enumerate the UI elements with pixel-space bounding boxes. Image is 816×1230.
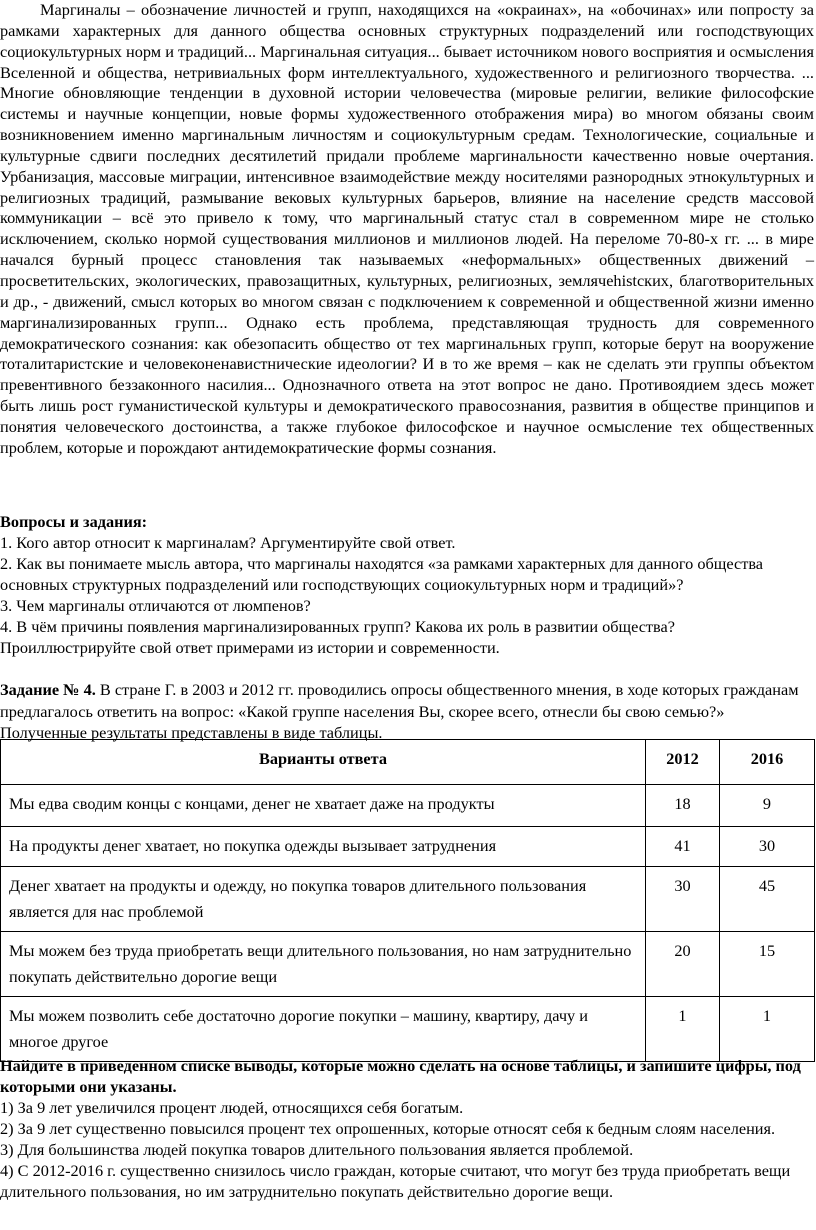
value-cell: 20 <box>646 932 720 997</box>
conclusion-item: 1) За 9 лет увеличился процент людей, относящихся себя богатым. <box>0 1098 464 1117</box>
table-row <box>1 997 815 1062</box>
value-cell: 15 <box>720 932 815 997</box>
option-cell: Мы можем без труда приобретать вещи длительного пользования, но нам затруднительно покупать действительно дорогие вещи <box>1 932 646 997</box>
option-cell: Мы едва сводим концы с концами, денег не хватает даже на продукты <box>1 785 646 827</box>
value-cell: 41 <box>646 827 720 867</box>
table-row <box>1 827 815 867</box>
header-options: Варианты ответа <box>1 740 646 785</box>
questions-section <box>0 511 814 658</box>
value-cell: 18 <box>646 785 720 827</box>
question-item: 1. Кого автор относит к маргиналам? Аргументируйте свой ответ. <box>0 533 456 552</box>
conclusion-item: 4) С 2012-2016 г. существенно снизилось число граждан, которые считают, что могут без труда приобретать вещи длительного пользования, но им затруднительно покупать действительно дорогие вещи. <box>0 1161 791 1201</box>
table-row <box>1 867 815 932</box>
task-label: Задание № 4. <box>0 680 96 699</box>
question-item: 3. Чем маргиналы отличаются от люмпенов? <box>0 596 311 615</box>
option-cell: На продукты денег хватает, но покупка одежды вызывает затруднения <box>1 827 646 867</box>
value-cell: 9 <box>720 785 815 827</box>
value-cell: 30 <box>720 827 815 867</box>
value-cell: 1 <box>720 997 815 1062</box>
value-cell: 30 <box>646 867 720 932</box>
conclusions-heading: Найдите в приведенном списке выводы, которые можно сделать на основе таблицы, и запишите цифры, под которыми они указаны. <box>0 1056 801 1096</box>
table-row <box>1 932 815 997</box>
header-year-1: 2012 <box>646 740 720 785</box>
value-cell: 1 <box>646 997 720 1062</box>
source-paragraph: Маргиналы – обозначение личностей и групп, находящихся на «окраинах», на «обочинах» или попросту за рамками характерных для данного общества основных структурных подразделений или господствующих социокультурных норм и традиций... Маргинальная ситуация... бывает источником нового восприятия и осмысления Вселенной и общества, нетривиальных форм интеллектуального, художественного и религиозного творчества. ... Многие обновляющие тенденции в духовной истории человечества (мировые религии, великие философские системы и научные концепции, новые формы художественного отображения мира) во многом обязаны своим возникновением именно маргинальным личностям и социокультурным средам. Технологические, социальные и культурные сдвиги последних десятилетий придали проблеме маргинальности качественно новые очертания. Урбанизация, массовые миграции, интенсивное взаимодействие между носителями разнородных этнокультурных и религиозных традиций, размывание вековых культурных барьеров, влияние на население средств массовой коммуникации – всё это привело к тому, что маргинальный статус стал в современном мире не столько исключением, сколько нормой существования миллионов и миллионов людей. На переломе 70-80-х гг. ... в мире начался бурный процесс становления так называемых «неформальных» общественных движений – просветительских, экологических, правозащитных, культурных, религиозных, землячеhistских, благотворительных и др., - движений, смысл которых во многом связан с подключением к современной и общественной жизни именно маргинализированных групп... Однако есть проблема, представляющая трудность для современного демократического сознания: как обезопасить общество от тех маргинальных групп, которые берут на вооружение тоталитаристские и человеконенавистнические идеологии? И в то же время – как не сделать эти группы объектом превентивного беззаконного насилия... Однозначного ответа на этот вопрос не дано. Противоядием здесь может быть лишь рост гуманистической культуры и демократического правосознания, развития в обществе принципов и понятия человеческого достоинства, а также глубокое философское и научное осмысление тех общественных проблем, которые и порождают антидемократические формы сознания. <box>0 0 814 457</box>
question-item: 4. В чём причины появления маргинализированных групп? Какова их роль в развитии общества? Проиллюстрируйте свой ответ примерами из истории и современности. <box>0 617 675 657</box>
option-cell: Денег хватает на продукты и одежду, но покупка товаров длительного пользования является для нас проблемой <box>1 867 646 932</box>
question-item: 2. Как вы понимаете мысль автора, что маргиналы находятся «за рамками характерных для данного общества основных структурных подразделений или господствующих социокультурных норм и традиций»? <box>0 554 764 594</box>
conclusion-item: 2) За 9 лет существенно повысился процент тех опрошенных, которые относят себя к бедным слоям населения. <box>0 1119 776 1138</box>
table-header-row <box>1 740 815 785</box>
conclusion-item: 3) Для большинства людей покупка товаров длительного пользования является проблемой. <box>0 1140 634 1159</box>
task-text: В стране Г. в 2003 и 2012 гг. проводились опросы общественного мнения, в ходе которых гражданам предлагалось ответить на вопрос: «Какой группе населения Вы, скорее всего, отнесли бы свою семью?» Полученные результаты представлены в виде таблицы. <box>0 680 799 742</box>
value-cell: 45 <box>720 867 815 932</box>
header-year-2: 2016 <box>720 740 815 785</box>
option-cell: Мы можем позволить себе достаточно дорогие покупки – машину, квартиру, дачу и многое другое <box>1 997 646 1062</box>
task-4-intro <box>0 679 814 744</box>
questions-heading: Вопросы и задания: <box>0 512 148 531</box>
survey-table <box>0 739 815 1062</box>
table-row <box>1 785 815 827</box>
conclusions-section <box>0 1055 814 1202</box>
